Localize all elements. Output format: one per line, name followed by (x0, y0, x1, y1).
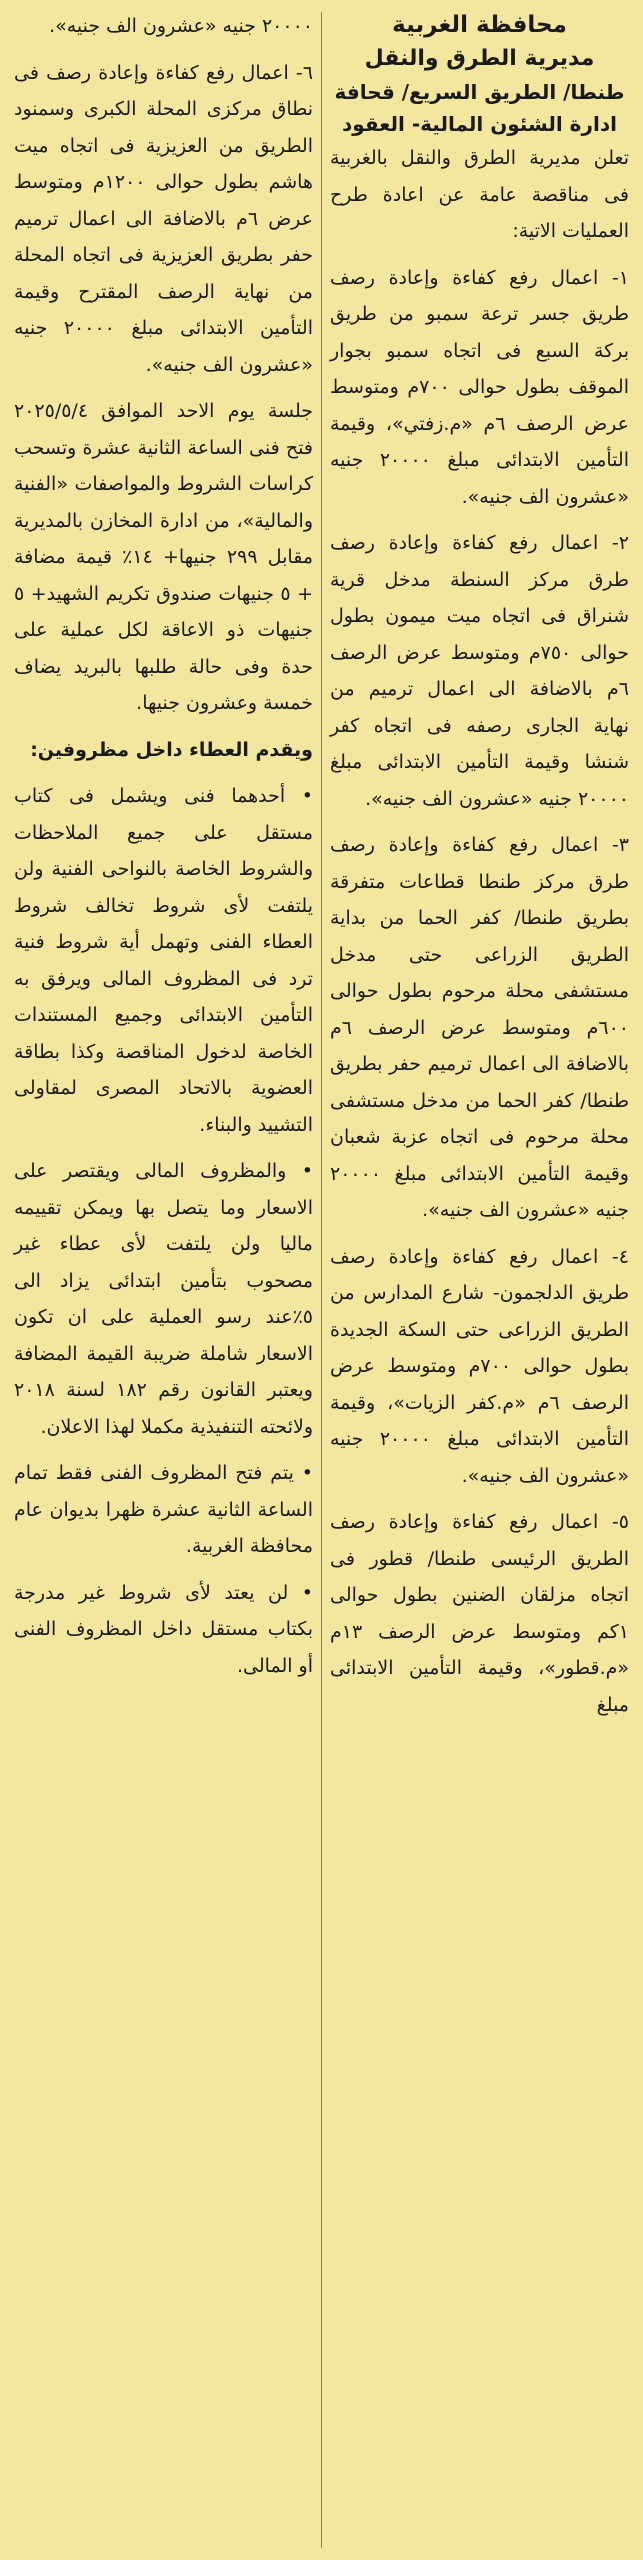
directorate-title: مديرية الطرق والنقل (364, 46, 595, 71)
item-2: ٢- اعمال رفع كفاءة وإعادة رصف طرق مركز السنطة مدخل قرية شنراق فى اتجاه ميت ميمون بطول حوالى ٧٥٠م ومتوسط عرض الرصف ٦م بالاضافة الى اعمال ترميم من نهاية الجارى رصفه فى اتجاه كفر شنشا وقيمة التأمين الابتدائى مبلغ ٢٠٠٠٠ جنيه «عشرون الف جنيه». (330, 532, 629, 810)
item-5: ٥- اعمال رفع كفاءة وإعادة رصف الطريق الرئيسى طنطا/ قطور فى اتجاه مزلقان الضنين بطول حوالى ١كم ومتوسط عرض الرصف ١٣م «م.قطور»، وقيمة التأمين الابتدائى مبلغ (330, 1511, 629, 1716)
item-6: ٦- اعمال رفع كفاءة وإعادة رصف فى نطاق مركزى المحلة الكبرى وسمنود الطريق من العزيزية فى اتجاه ميت هاشم بطول حوالى ١٢٠٠م ومتوسط عرض ٦م بالاضافة الى اعمال ترميم حفر بطريق العزيزية فى اتجاه المحلة من نهاية الرصف المقترح وقيمة التأمين الابتدائى مبلغ ٢٠٠٠٠ جنيه «عشرون الف جنيه». (14, 61, 313, 376)
announcement-header (330, 8, 629, 140)
left-column (6, 8, 321, 2552)
conditions-note: • لن يعتد لأى شروط غير مدرجة بكتاب مستقل داخل المظروف الفنى أو المالى. (14, 1581, 313, 1677)
item-3: ٣- اعمال رفع كفاءة وإعادة رصف طرق مركز طنطا قطاعات متفرقة بطريق طنطا/ كفر الحما من بداية الطريق الزراعى حتى مدخل مستشفى محلة مرحوم بطول حوالى ٦٠٠م ومتوسط عرض الرصف ٦م بالاضافة الى اعمال ترميم حفر بطريق طنطا/ كفر الحما من مدخل مستشفى محلة مرحوم فى اتجاه عزبة شعبان وقيمة التأمين الابتدائى مبلغ ٢٠٠٠٠ جنيه «عشرون الف جنيه». (330, 834, 629, 1221)
unit-line: طنطا/ الطريق السريع/ قحافة (334, 80, 625, 104)
item-5-continued: ٢٠٠٠٠ جنيه «عشرون الف جنيه». (49, 15, 313, 37)
session-info: جلسة يوم الاحد الموافق ٢٠٢٥/٥/٤ فتح فنى الساعة الثانية عشرة وتسحب كراسات الشروط والمواصفات «الفنية والمالية»، من ادارة المخازن بالمديرية مقابل ٢٩٩ جنيها+ ١٤٪ قيمة مضافة + ٥ جنيهات صندوق تكريم الشهيد+ ٥ جنيهات ذو الاعاقة لكل عملية على حدة وفى حالة طلبها بالبريد يضاف خمسة وعشرون جنيها. (14, 400, 314, 714)
opening-note: • يتم فتح المظروف الفنى فقط تمام الساعة الثانية عشرة ظهرا بديوان عام محافظة الغربية. (14, 1462, 313, 1557)
item-4: ٤- اعمال رفع كفاءة وإعادة رصف طريق الدلجمون- شارع المدارس من الطريق الزراعى حتى السكة الجديدة بطول حوالى ٧٠٠م ومتوسط عرض الرصف ٦م «م.كفر الزيات»، وقيمة التأمين الابتدائى مبلغ ٢٠٠٠٠ جنيه «عشرون الف جنيه». (330, 1245, 629, 1487)
financial-envelope-note: • والمظروف المالى ويقتصر على الاسعار وما يتصل بها ويمكن تقييمه ماليا ولن يلتفت لأى عطاء غير مصحوب بتأمين ابتدائى يزاد الى ٥٪عند رسو العملية على ان تكون الاسعار شاملة ضريبة القيمة المضافة ويعتبر القانون رقم ١٨٢ لسنة ٢٠١٨ ولائحته التنفيذية مكملا لهذا الاعلان. (14, 1160, 313, 1438)
intro-paragraph: تعلن مديرية الطرق والنقل بالغربية فى مناقصة عامة عن اعادة طرح العمليات الاتية: (330, 147, 629, 242)
right-column (322, 8, 637, 2552)
technical-envelope-note: • أحدهما فنى ويشمل فى كتاب مستقل على جميع الملاحظات والشروط الخاصة بالنواحى الفنية ولن يلتفت لأى شروط تخالف شروط العطاء الفنى وتهمل أية شروط فنية ترد فى المظروف المالى ويرفق به التأمين الابتدائى وجميع المستندات الخاصة لدخول المناقصة وكذا بطاقة العضوية بالاتحاد المصرى لمقاولى التشييد والبناء. (14, 785, 313, 1136)
envelopes-heading: ويقدم العطاء داخل مظروفين: (30, 738, 313, 761)
department-line: ادارة الشئون المالية- العقود (342, 112, 617, 136)
governorate-title: محافظة الغربية (392, 12, 567, 38)
item-1: ١- اعمال رفع كفاءة وإعادة رصف طريق جسر ترعة سمبو من طريق بركة السبع فى اتجاه سمبو بجوار الموقف بطول حوالى ٧٠٠م ومتوسط عرض الرصف ٦م «م.زفتي»، وقيمة التأمين الابتدائى مبلغ ٢٠٠٠٠ جنيه «عشرون الف جنيه». (330, 266, 629, 508)
